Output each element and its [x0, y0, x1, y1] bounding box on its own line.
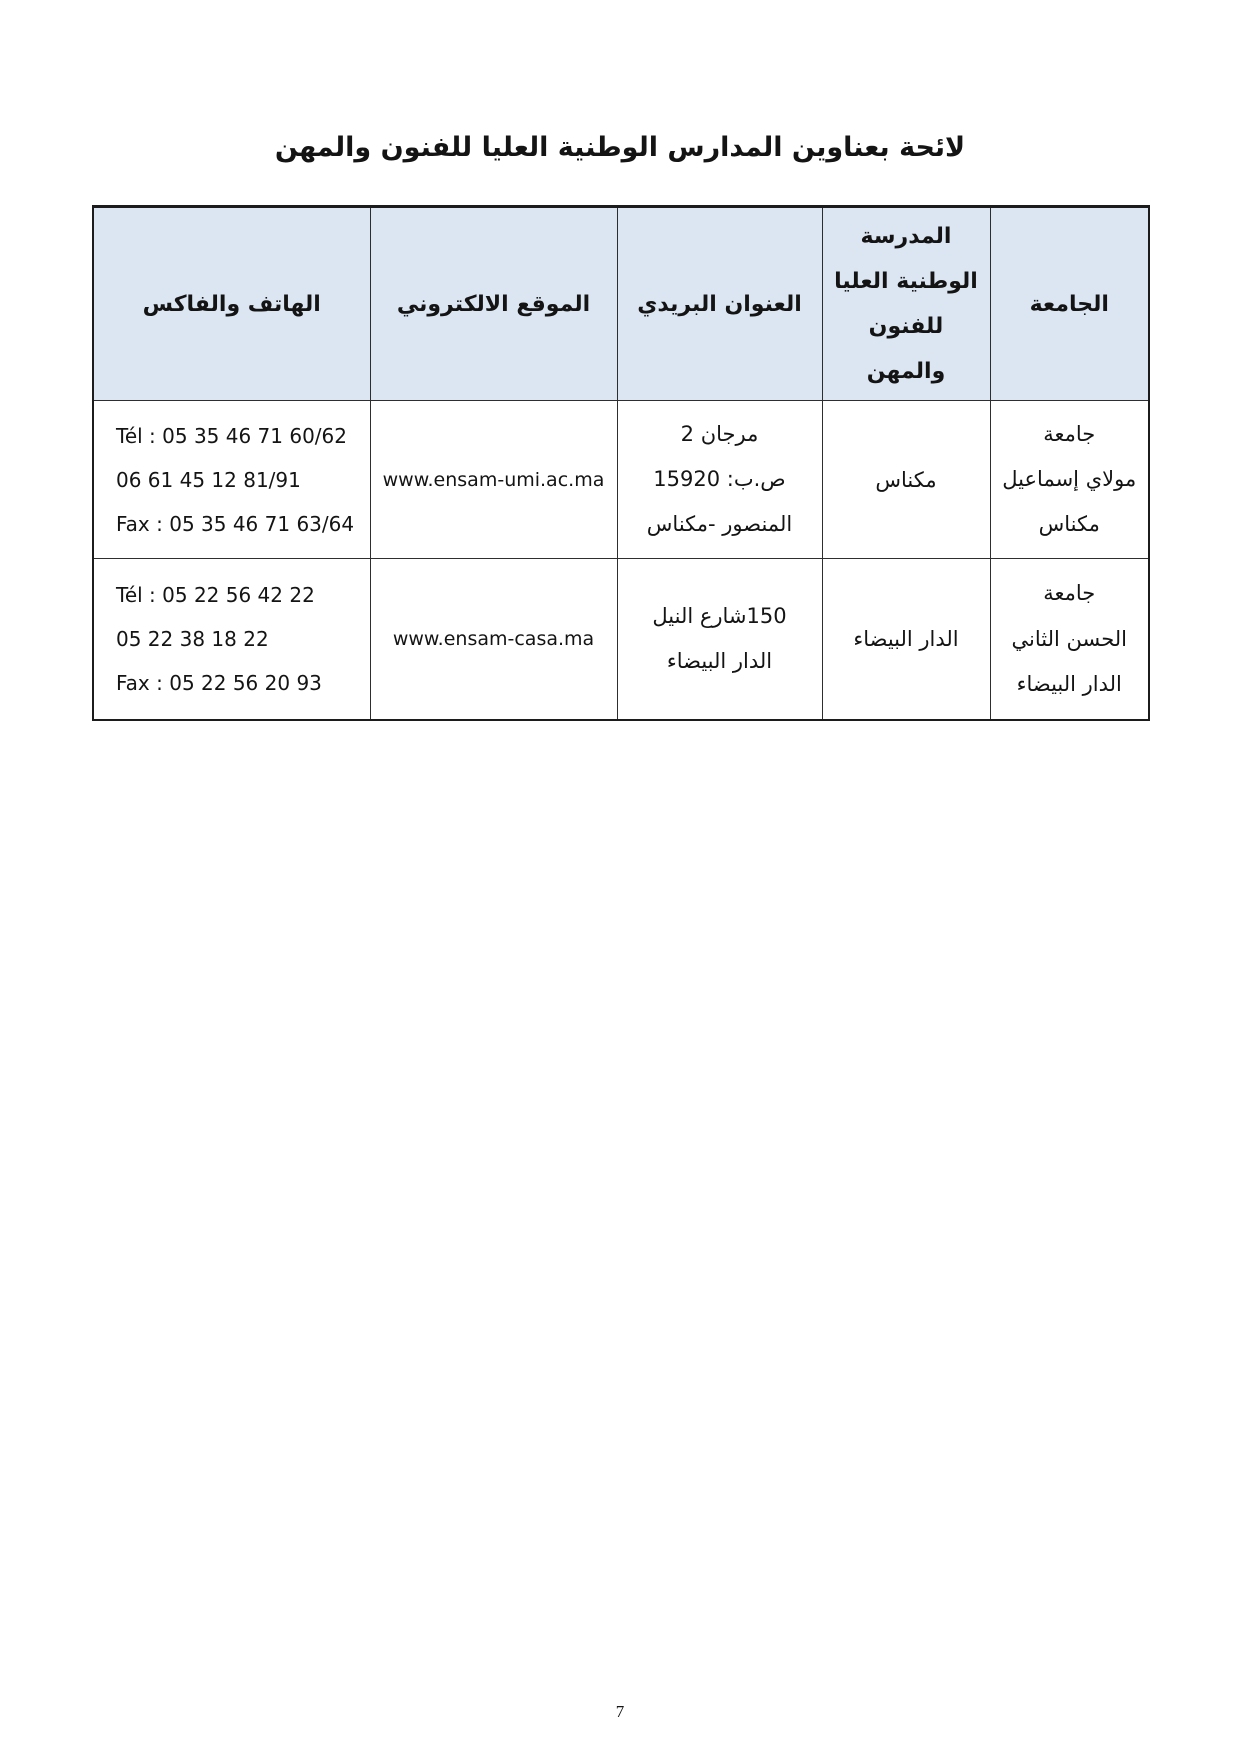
cell-school: الدار البيضاء	[822, 559, 990, 720]
university-line: مولاي إسماعيل	[1002, 467, 1137, 492]
postal-line: ص.ب: 15920	[653, 467, 786, 492]
cell-school: مكناس	[822, 401, 990, 559]
postal-line: الدار البيضاء	[666, 649, 773, 674]
phone-line: Tél : 05 35 46 71 60/62	[116, 423, 347, 448]
university-line: مكناس	[1038, 512, 1100, 537]
university-line: الحسن الثاني	[1011, 626, 1127, 651]
cell-postal-address	[617, 559, 822, 720]
table-header-row	[93, 207, 1149, 401]
cell-university	[990, 559, 1149, 720]
page-title: لائحة بعناوين المدارس الوطنية العليا للفنون والمهن	[274, 132, 966, 163]
table-row-casablanca	[93, 559, 1149, 720]
contact-table-container	[92, 205, 1150, 721]
header-website: الموقع الالكتروني	[370, 207, 617, 401]
page-number: 7	[615, 1702, 625, 1721]
header-phone-fax: الهاتف والفاكس	[93, 207, 370, 401]
cell-phone-fax	[93, 559, 370, 720]
university-line: جامعة	[1043, 581, 1096, 606]
university-line: جامعة	[1043, 422, 1096, 447]
cell-postal-address	[617, 401, 822, 559]
phone-line: 05 22 38 18 22	[116, 627, 269, 652]
cell-phone-fax	[93, 401, 370, 559]
header-postal-address: العنوان البريدي	[617, 207, 822, 401]
header-university: الجامعة	[990, 207, 1149, 401]
cell-website: www.ensam-casa.ma	[370, 559, 617, 720]
university-line: الدار البيضاء	[1016, 671, 1122, 696]
header-school: المدرسة الوطنية العليا للفنون والمهن	[822, 207, 990, 401]
fax-line: Fax : 05 35 46 71 63/64	[116, 511, 355, 536]
postal-line: 150شارع النيل	[652, 603, 787, 628]
table-row-meknes	[93, 401, 1149, 559]
fax-line: Fax : 05 22 56 20 93	[116, 671, 322, 696]
cell-university	[990, 401, 1149, 559]
phone-line: 06 61 45 12 81/91	[116, 467, 301, 492]
schools-contact-table	[92, 205, 1150, 721]
postal-line: مرجان 2	[680, 422, 759, 447]
phone-line: Tél : 05 22 56 42 22	[116, 583, 315, 608]
cell-website: www.ensam-umi.ac.ma	[370, 401, 617, 559]
postal-line: المنصور -مكناس	[646, 512, 793, 537]
